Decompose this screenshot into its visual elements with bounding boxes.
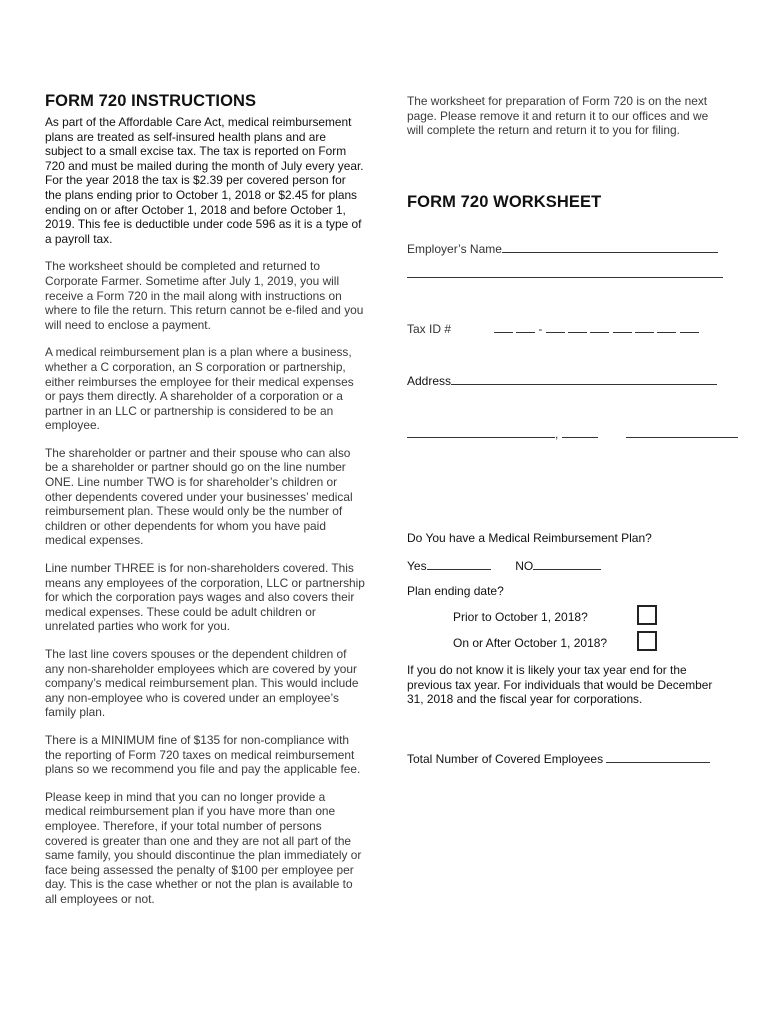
tax-id-digit[interactable]	[635, 320, 654, 333]
no-field[interactable]	[533, 557, 601, 570]
comma: ,	[555, 427, 559, 441]
tax-id-digit[interactable]	[546, 320, 565, 333]
instructions-title: FORM 720 INSTRUCTIONS	[45, 92, 257, 110]
worksheet-title: FORM 720 WORKSHEET	[407, 193, 602, 211]
tax-id-digit[interactable]	[657, 320, 676, 333]
employer-name-line-2[interactable]	[407, 265, 723, 278]
address-field[interactable]	[451, 372, 717, 385]
option-prior-label: Prior to October 1, 2018?	[453, 610, 588, 624]
employer-name-label: Employer’s Name	[407, 242, 502, 256]
tax-id-digit[interactable]	[494, 320, 513, 333]
address-row	[407, 372, 717, 388]
total-employees-field[interactable]	[606, 750, 710, 763]
paragraph-last-line: The last line covers spouses or the dependent children of any non-shareholder employees which are covered by your company’s medical reimbursement plan. This would include any non-employee who is covered under an employee’s family plan.	[45, 647, 359, 720]
tax-id-digit[interactable]	[516, 320, 535, 333]
employer-name-field[interactable]	[502, 240, 718, 253]
paragraph-plan-definition: A medical reimbursement plan is a plan where a business, whether a C corporation, an S corporation or partnership, either reimburses the employee for their medical expenses or pays them directly. A shareholder of a corporation or a partner in an LLC or partnership is considered to be an employee.	[45, 345, 354, 433]
tax-id-digit[interactable]	[590, 320, 609, 333]
option-after-label: On or After October 1, 2018?	[453, 636, 608, 650]
paragraph-worksheet-return: The worksheet should be completed and returned to Corporate Farmer. Sometime after July 1, 2019, you will receive a Form 720 in the mail along with instructions on where to file the return. This return cannot be e-filed and you will need to enclose a payment.	[45, 259, 364, 332]
no-label: NO	[515, 559, 534, 573]
state-field[interactable]	[562, 425, 598, 438]
yes-field[interactable]	[427, 557, 491, 570]
yes-label: Yes	[407, 559, 427, 573]
tax-id-digit[interactable]	[568, 320, 587, 333]
zip-field[interactable]	[626, 425, 738, 438]
paragraph-line-one-two: The shareholder or partner and their spouse who can also be a shareholder or partner should go on the line number ONE. Line number TWO is for shareholder’s children or other dependents covered under your businesses’ medical reimbursement plan. These would only be the number of children or other dependents for whom you have paid medical expenses.	[45, 445, 353, 548]
city-field[interactable]	[407, 425, 555, 438]
intro-paragraph: As part of the Affordable Care Act, medical reimbursement plans are treated as self-insured health plans and are subject to a small excise tax. The tax is reported on Form 720 and must be mailed during the month of July every year. For the year 2018 the tax is $2.39 per covered person for the plans ending prior to October 1, 2018 or $2.45 for plans ending on or after October 1, 2018 and before October 1, 2019. This fee is deductible under code 596 as it is a type of a payroll tax.	[45, 115, 364, 246]
worksheet-note: The worksheet for preparation of Form 720 is on the next page. Please remove it and return it to our offices and we will complete the return and return it to you for filing.	[407, 94, 709, 138]
tax-id-digit[interactable]	[613, 320, 632, 333]
tax-id-label: Tax ID #	[407, 322, 452, 336]
paragraph-line-three: Line number THREE is for non-shareholders covered. This means any employees of the corporation, LLC or partnership for which the corporation pays wages and also covers their medical expenses. These could be adult children or unrelated parties who work for you.	[45, 561, 365, 634]
paragraph-no-longer-provide: Please keep in mind that you can no longer provide a medical reimbursement plan if you have more than one employee. Therefore, if your total number of persons covered is greater than one and they are not all part of the same family, you should discontinue the plan immediately or face being assessed the penalty of $100 per employee per day. This is the case whether or not the plan is available to all employees or not.	[45, 789, 362, 906]
option-prior-checkbox[interactable]	[637, 605, 657, 625]
tax-id-row	[407, 320, 699, 336]
plan-end-label: Plan ending date?	[407, 584, 504, 598]
paragraph-minimum-fine: There is a MINIMUM fine of $135 for non-compliance with the reporting of Form 720 taxes on medical reimbursement plans so we recommend you file and pay the applicable fee.	[45, 732, 361, 777]
plan-question: Do You have a Medical Reimbursement Plan?	[407, 531, 652, 545]
tax-id-digit[interactable]	[680, 320, 699, 333]
address-label: Address	[407, 374, 452, 388]
total-employees-row	[407, 750, 710, 766]
yes-no-row	[407, 557, 601, 573]
total-employees-label: Total Number of Covered Employees	[407, 752, 604, 766]
employer-name-row	[407, 240, 718, 256]
tax-id-dash: -	[538, 322, 543, 336]
option-after-checkbox[interactable]	[637, 631, 657, 651]
instructions-column	[45, 92, 365, 907]
tax-year-hint: If you do not know it is likely your tax year end for the previous tax year. For individuals that would be December 31, 2018 and the fiscal year for corporations.	[407, 663, 713, 707]
city-state-zip-row	[407, 425, 738, 441]
